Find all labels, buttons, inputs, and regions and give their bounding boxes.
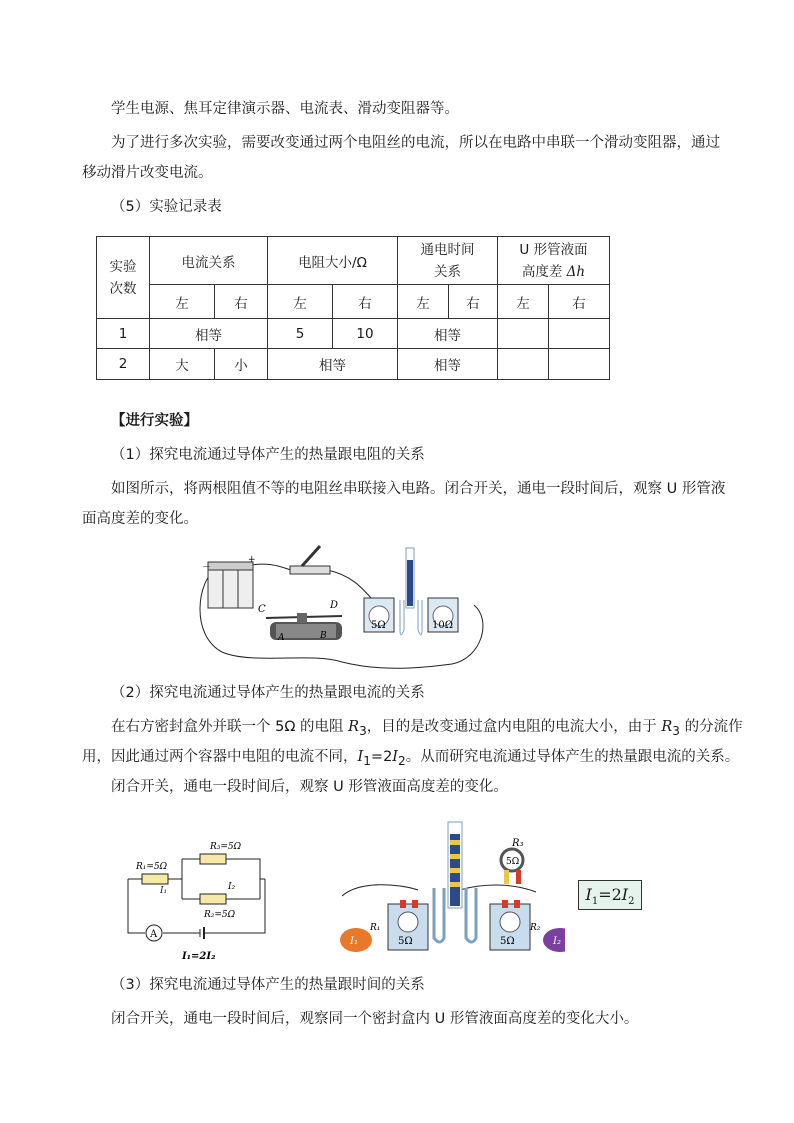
col-h-left: 左: [498, 285, 549, 319]
label-10ohm: 10Ω: [432, 620, 454, 631]
i2-label: I₂: [228, 882, 236, 892]
step1-title: （1）探究电流通过导体产生的热量跟电阻的关系: [111, 447, 425, 463]
row1-time: 相等: [398, 319, 498, 349]
circuit-schematic: [120, 835, 280, 965]
table-caption: （5）实验记录表: [111, 199, 222, 215]
label-b: B: [320, 631, 327, 641]
row1-h-left: [498, 319, 549, 349]
plus-label: +: [248, 555, 256, 565]
r1-label: R₁=5Ω: [136, 862, 168, 872]
r2-label: R₂=5Ω: [204, 910, 236, 920]
label-c: C: [258, 604, 266, 615]
switch-icon: [290, 546, 330, 574]
col-current-left: 左: [150, 285, 215, 319]
i1-label: I₁: [160, 886, 168, 896]
row1-resist-right: 10: [333, 319, 398, 349]
row1-h-right: [549, 319, 610, 349]
step1-text-1: 如图所示，将两根阻值不等的电阻丝串联接入电路。闭合开关，通电一段时间后，观察 U 形管液: [111, 481, 726, 497]
header-height-diff: U 形管液面 高度差 Δh: [498, 237, 610, 285]
apparatus-figure-2: [340, 818, 565, 958]
materials-line: 学生电源、焦耳定律演示器、电流表、滑动变阻器等。: [111, 101, 459, 117]
section-heading: 【进行实验】: [111, 413, 198, 429]
row2-resist: 相等: [268, 349, 398, 380]
row2-time: 相等: [398, 349, 498, 380]
col-resist-left: 左: [268, 285, 333, 319]
ammeter-label: A: [150, 929, 158, 940]
right-value: 5Ω: [500, 936, 515, 947]
r3-value: 5Ω: [506, 857, 520, 867]
i2-badge-label: I₂: [553, 936, 561, 947]
r2-name: R₂: [530, 923, 541, 933]
u-tube-column: [434, 822, 476, 942]
row1-trial: 1: [97, 319, 150, 349]
purpose-line-2: 移动滑片改变电流。: [82, 165, 213, 181]
i1-badge-label: I₁: [350, 936, 358, 947]
header-resistance: 电阻大小/Ω: [268, 237, 398, 285]
purpose-line-1: 为了进行多次实验，需要改变通过两个电阻丝的电流，所以在电路中串联一个滑动变阻器，通过: [111, 135, 720, 151]
step3-text: 闭合开关，通电一段时间后，观察同一个密封盒内 U 形管液面高度差的变化大小。: [111, 1011, 639, 1027]
header-time: 通电时间 关系: [398, 237, 498, 285]
step1-text-2: 面高度差的变化。: [82, 511, 198, 527]
col-time-right: 右: [449, 285, 498, 319]
formula-box: $I_1=2I_2$: [578, 880, 642, 910]
label-d: D: [330, 600, 339, 611]
header-current: 电流关系: [150, 237, 268, 285]
label-5ohm: 5Ω: [371, 620, 386, 631]
left-value: 5Ω: [398, 936, 413, 947]
row1-current: 相等: [150, 319, 268, 349]
circuit-figure-1: [192, 540, 492, 675]
row2-h-left: [498, 349, 549, 380]
schematic-equation: I₁=2I₂: [182, 951, 216, 962]
record-table: [96, 236, 610, 380]
row2-h-right: [549, 349, 610, 380]
minus-label: －: [202, 563, 212, 573]
label-a: A: [278, 633, 285, 643]
step2-title: （2）探究电流通过导体产生的热量跟电流的关系: [111, 685, 425, 701]
row2-current-left: 大: [150, 349, 215, 380]
r1-name: R₁: [370, 923, 381, 933]
step3-title: （3）探究电流通过导体产生的热量跟时间的关系: [111, 977, 425, 993]
header-trial: 实验次数: [97, 237, 150, 319]
step2-text-1: 在右方密封盒外并联一个 5Ω 的电阻 $R_3$，目的是改变通过盒内电阻的电流大小，由于 $R_3$ 的分流作: [111, 719, 743, 738]
col-resist-right: 右: [333, 285, 398, 319]
col-time-left: 左: [398, 285, 449, 319]
step2-text-2: 用，因此通过两个容器中电阻的电流不同，$I_1=2I_2$。从而研究电流通过导体产生的热量跟电流的关系。: [82, 749, 740, 768]
battery-icon: [208, 562, 253, 608]
row2-current-right: 小: [215, 349, 268, 380]
col-current-right: 右: [215, 285, 268, 319]
row1-resist-left: 5: [268, 319, 333, 349]
row2-trial: 2: [97, 349, 150, 380]
r3-label: R₃=5Ω: [210, 842, 242, 852]
col-h-right: 右: [549, 285, 610, 319]
r3-name: R₃: [512, 838, 524, 849]
step2-text-3: 闭合开关，通电一段时间后，观察 U 形管液面高度差的变化。: [111, 779, 508, 795]
